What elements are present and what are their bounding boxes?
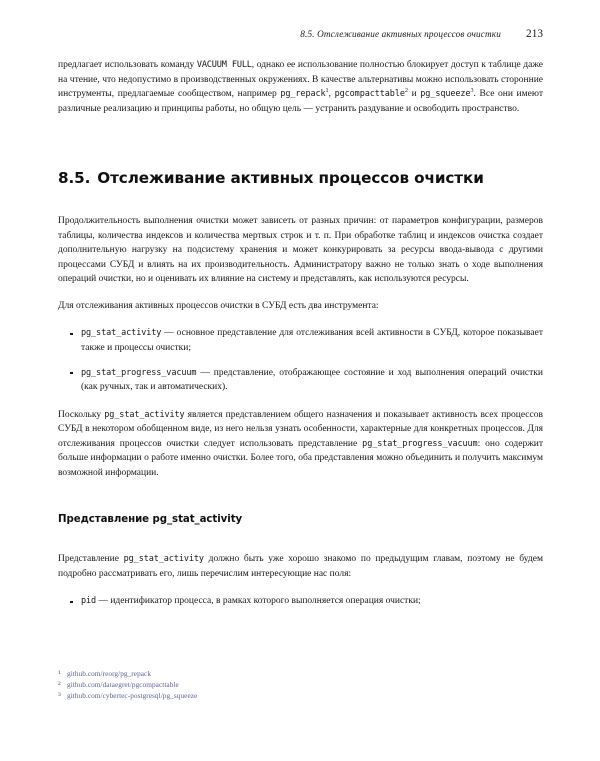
field-text: — идентификатор процесса, в рамках которого выполняется операция очистки; [96,596,421,607]
para-continued-seg5: . Все они имеют различные реализацию и принципы работы, но общую цель — устранить раздувание и освободить пространство. [58,89,543,114]
footnote-marker-3[interactable]: 3 [470,86,474,94]
para-view-seg2: должно быть уже хорошо знакомо по предыдущим главам, поэтому не будем подробно рассматривать его, лишь перечислим интересующие нас поля: [58,554,543,579]
list-item-code: pg_stat_progress_vacuum [81,367,197,378]
footnote-marker-1[interactable]: 1 [325,86,329,94]
list-item [58,366,543,395]
footnote-link[interactable]: github.com/dataegret/pgcompacttable [67,680,179,690]
paragraph-view-intro [58,552,543,581]
tools-list [58,326,543,394]
para-continued-seg4: и [407,89,421,100]
paragraph-since [58,408,543,481]
spacer-after-section [58,188,543,214]
list-item-text: — основное представление для отслеживания всей активности в СУБД, которое показывает также и процессы очистки; [81,328,543,354]
section-title: Отслеживание активных процессов очистки [97,169,484,188]
spacer-after-subsection [58,527,543,552]
paragraph-tools-intro: Для отслеживания активных процессов очистки в СУБД есть два инструмента: [58,300,379,311]
text-column [58,58,543,609]
para-continued-seg3: , [328,89,335,100]
section-heading [58,168,543,188]
subsection-prefix: Представление [58,514,153,526]
running-head-title: 8.5. Отслеживание активных процессов очистки [300,29,501,39]
spacer-before-fields-list [58,581,543,594]
footnote-number: 1 [58,670,61,676]
bullet-icon [70,372,73,375]
list-item-text: — представление, отображающее состояние и ход выполнения операций очистки (как ручных, так и автоматических). [81,367,543,393]
footnote-number: 3 [58,692,61,699]
paragraph-continued [58,58,543,116]
spacer-before-tools-list [58,313,543,326]
bullet-icon [70,601,73,604]
footnote [58,668,458,679]
list-item-code: pg_stat_activity [81,328,162,339]
code-pg-stat-activity-view: pg_stat_activity [123,554,204,565]
page-number: 213 [526,28,543,40]
para-since-seg1: Поскольку [58,409,105,420]
footnote [58,679,458,690]
tool-pg-repack: pg_repack [280,89,326,100]
list-item [58,326,543,355]
spacer-before-subsection [58,480,543,513]
para-continued-seg1: предлагает использовать команду [58,60,197,70]
tool-pg-squeeze: pg_squeeze [420,89,471,100]
footnote-link[interactable]: github.com/cybertec-postgresql/pg_squeeze [67,691,198,701]
subsection-code: pg_stat_activity [152,514,243,526]
footnote-marker-2[interactable]: 2 [404,86,408,94]
list-item [58,594,543,609]
spacer-after-tools-list [58,395,543,408]
footnote [58,690,458,701]
footnotes-block [58,668,458,702]
section-number: 8.5. [58,169,91,188]
running-head [58,28,543,42]
para-view-seg1: Представление [58,554,124,565]
bullet-icon [70,333,73,336]
para-continued-seg2: , однако ее использование полностью блокирует доступ к таблице даже на чтение, что недопустимо в производственных окружениях. В качестве альтернативы можно использовать сторонние инструменты, предлагаемые сообществом, например [58,60,543,100]
spacer-paragraph-1 [58,287,543,299]
field-code-pid: pid [81,596,97,607]
tool-pgcompacttable: pgcompacttable [334,89,405,100]
code-pg-stat-progress-vacuum: pg_stat_progress_vacuum [362,438,478,449]
footnote-link[interactable]: github.com/reorg/pg_repack [67,669,152,678]
subsection-heading [58,513,543,527]
fields-list [58,594,543,609]
para-since-seg3: : оно содержит больше информации о работе именно очистки. Более того, оба представления можно объединить и получить максимум возможной информации. [58,438,544,478]
code-pg-stat-activity: pg_stat_activity [104,409,185,420]
paragraph-duration: Продолжительность выполнения очистки может зависеть от разных причин: от параметров конфигурации, размеров таблицы, количества индексов и количества мертвых строк и т. п. При обработке таблиц и индексов очистка создает дополнительную нагрузку на подсистему хранения и может конкурировать за ресурсы ввода-вывода с другими процессами СУБД и влиять на их производительность. Администратору важно не только знать о ходе выполнения операций очистки, но и оценивать их влияние на систему и представлять, как используются ресурсы. [58,216,543,285]
vacuum-full-command: VACUUM FULL [196,60,252,70]
para-since-seg2: является представлением общего назначения и показывает активность всех процессов СУБД в некотором обобщенном виде, из него нельзя узнать особенности, характерные для конкретных процессов. Для отслеживания процессов очистки следует использовать представление [58,409,543,449]
spacer-before-section [58,116,543,168]
footnote-number: 2 [58,681,61,688]
